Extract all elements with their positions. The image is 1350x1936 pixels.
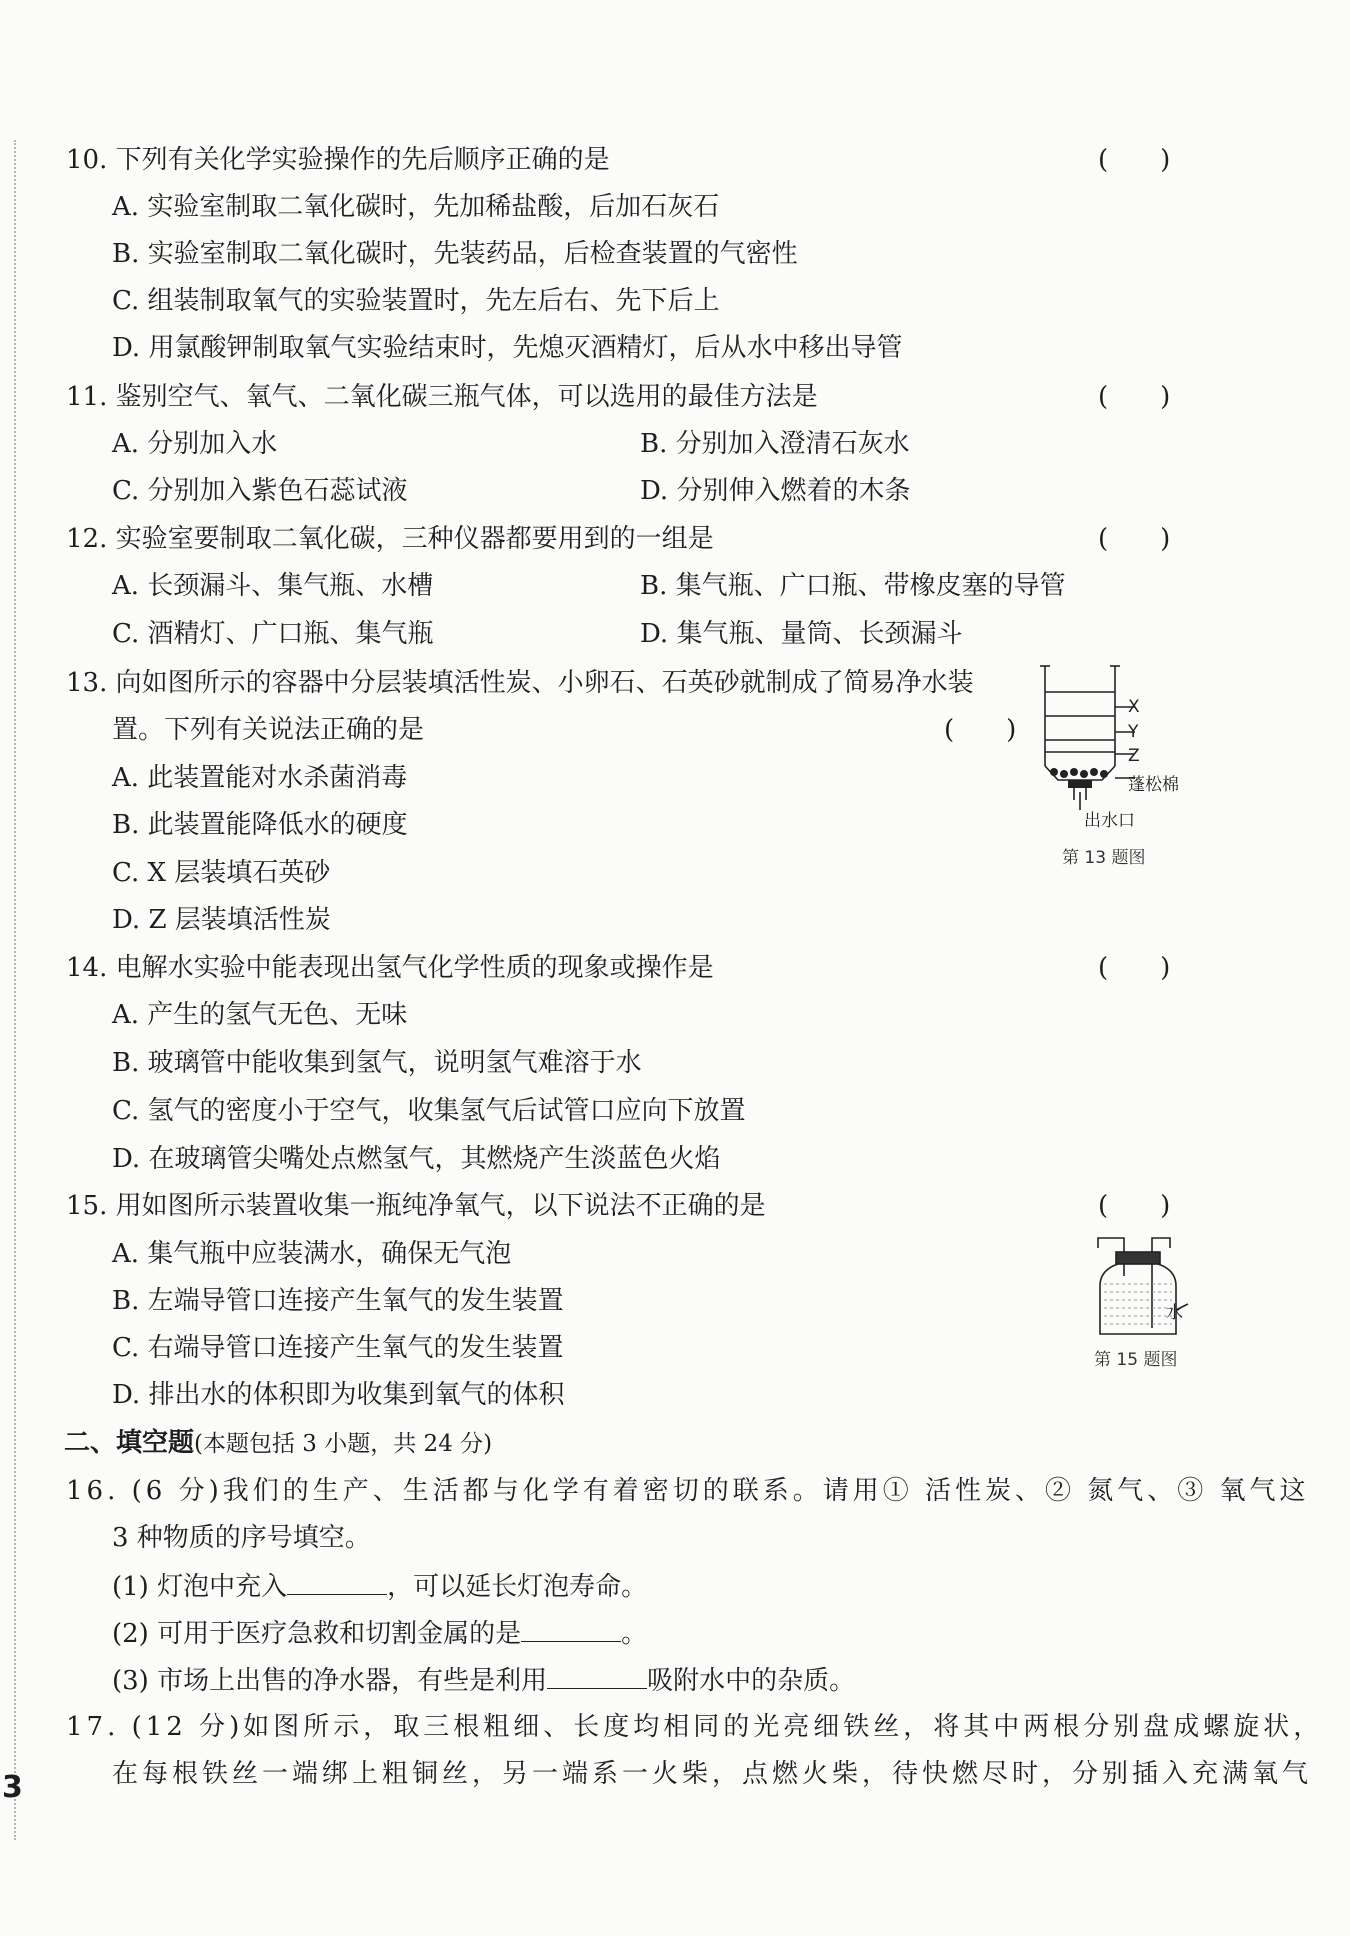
q16-item-2 [112, 1615, 647, 1651]
q10-option-d: D. 用氯酸钾制取氧气实验结束时，先熄灭酒精灯，后从水中移出导管 [112, 333, 903, 363]
q12-answer-paren: ( ) [1098, 524, 1171, 554]
section2-subtitle: (本题包括 3 小题，共 24 分) [194, 1431, 493, 1457]
q11-option-d: D. 分别伸入燃着的木条 [640, 476, 911, 506]
q16-item-3-tail: 吸附水中的杂质。 [647, 1666, 856, 1696]
q10-stem: 10. 下列有关化学实验操作的先后顺序正确的是 [66, 145, 610, 175]
q15-stem: 15. 用如图所示装置收集一瓶纯净氧气，以下说法不正确的是 [66, 1191, 766, 1221]
q13-option-c: C. X 层装填石英砂 [112, 858, 331, 888]
binding-margin-dots [14, 140, 16, 1840]
q11-option-b: B. 分别加入澄清石灰水 [640, 429, 910, 459]
q13-label-outlet: 出水口 [1084, 811, 1135, 831]
q13-option-d: D. Z 层装填活性炭 [112, 905, 331, 935]
q17-stem-line1: 17. (12 分)如图所示，取三根粗细、长度均相同的光亮细铁丝，将其中两根分别盘成螺旋状， [66, 1712, 1324, 1742]
q12-stem: 12. 实验室要制取二氧化碳，三种仪器都要用到的一组是 [66, 524, 714, 554]
q15-figure-caption: 第 15 题图 [1094, 1350, 1178, 1370]
q13-figure-caption: 第 13 题图 [1062, 848, 1146, 868]
q15-option-b: B. 左端导管口连接产生氧气的发生装置 [112, 1286, 564, 1316]
q12-option-d: D. 集气瓶、量筒、长颈漏斗 [640, 619, 963, 649]
q13-stem-line2: 置。下列有关说法正确的是 [112, 715, 425, 745]
q15-option-c: C. 右端导管口连接产生氧气的发生装置 [112, 1333, 564, 1363]
q15-option-d: D. 排出水的体积即为收集到氧气的体积 [112, 1380, 565, 1410]
q12-option-c: C. 酒精灯、广口瓶、集气瓶 [112, 619, 434, 649]
q15-option-a: A. 集气瓶中应装满水，确保无气泡 [112, 1239, 512, 1269]
q14-stem: 14. 电解水实验中能表现出氢气化学性质的现象或操作是 [66, 953, 714, 983]
q16-item-1 [112, 1568, 647, 1604]
q14-option-c: C. 氢气的密度小于空气，收集氢气后试管口应向下放置 [112, 1096, 746, 1126]
q16-item-2-blank[interactable] [521, 1615, 621, 1642]
q15-label-water: 水 [1166, 1303, 1183, 1323]
q13-label-y: Y [1128, 722, 1139, 742]
q11-stem: 11. 鉴别空气、氧气、二氧化碳三瓶气体，可以选用的最佳方法是 [66, 382, 818, 412]
q13-answer-paren: ( ) [944, 715, 1017, 745]
q16-item-3-text: (3) 市场上出售的净水器，有些是利用 [112, 1666, 548, 1696]
q13-water-filter-figure [1030, 662, 1170, 822]
q12-option-a: A. 长颈漏斗、集气瓶、水槽 [112, 571, 434, 601]
q13-option-b: B. 此装置能降低水的硬度 [112, 810, 408, 840]
q11-answer-paren: ( ) [1098, 382, 1171, 412]
section2-heading [64, 1426, 492, 1461]
q16-item-3 [112, 1662, 855, 1698]
q15-answer-paren: ( ) [1098, 1191, 1171, 1221]
q16-stem-line2: 3 种物质的序号填空。 [112, 1523, 371, 1553]
q13-label-z: Z [1128, 746, 1140, 766]
page-number: 3 [2, 1770, 23, 1805]
q16-item-1-blank[interactable] [287, 1568, 387, 1595]
q13-option-a: A. 此装置能对水杀菌消毒 [112, 763, 408, 793]
section2-title: 二、填空题 [64, 1428, 195, 1458]
q16-item-2-tail: 。 [621, 1619, 648, 1649]
q10-option-b: B. 实验室制取二氧化碳时，先装药品，后检查装置的气密性 [112, 239, 798, 269]
q16-stem-line1: 16. (6 分)我们的生产、生活都与化学有着密切的联系。请用① 活性炭、② 氮气、③ 氧气这 [66, 1476, 1310, 1506]
q14-answer-paren: ( ) [1098, 953, 1171, 983]
q16-item-2-text: (2) 可用于医疗急救和切割金属的是 [112, 1619, 522, 1649]
q14-option-b: B. 玻璃管中能收集到氢气，说明氢气难溶于水 [112, 1048, 642, 1078]
q11-option-c: C. 分别加入紫色石蕊试液 [112, 476, 408, 506]
q12-option-b: B. 集气瓶、广口瓶、带橡皮塞的导管 [640, 571, 1066, 601]
q16-item-1-text: (1) 灯泡中充入 [112, 1572, 288, 1602]
q15-gas-bottle-figure [1088, 1234, 1198, 1344]
q11-option-a: A. 分别加入水 [112, 429, 278, 459]
q10-option-a: A. 实验室制取二氧化碳时，先加稀盐酸，后加石灰石 [112, 192, 720, 222]
q14-option-a: A. 产生的氢气无色、无味 [112, 1000, 408, 1030]
q10-answer-paren: ( ) [1098, 145, 1171, 175]
q13-label-x: X [1128, 697, 1140, 717]
q10-option-c: C. 组装制取氧气的实验装置时，先左后右、先下后上 [112, 286, 720, 316]
q17-stem-line2: 在每根铁丝一端绑上粗铜丝，另一端系一火柴，点燃火柴，待快燃尽时，分别插入充满氧气 [112, 1759, 1313, 1789]
q14-option-d: D. 在玻璃管尖嘴处点燃氢气，其燃烧产生淡蓝色火焰 [112, 1144, 721, 1174]
q13-label-cotton: 蓬松棉 [1128, 775, 1179, 795]
q16-item-1-tail: ，可以延长灯泡寿命。 [387, 1572, 648, 1602]
q13-stem-line1: 13. 向如图所示的容器中分层装填活性炭、小卵石、石英砂就制成了简易净水装 [66, 668, 974, 698]
q16-item-3-blank[interactable] [547, 1662, 647, 1689]
